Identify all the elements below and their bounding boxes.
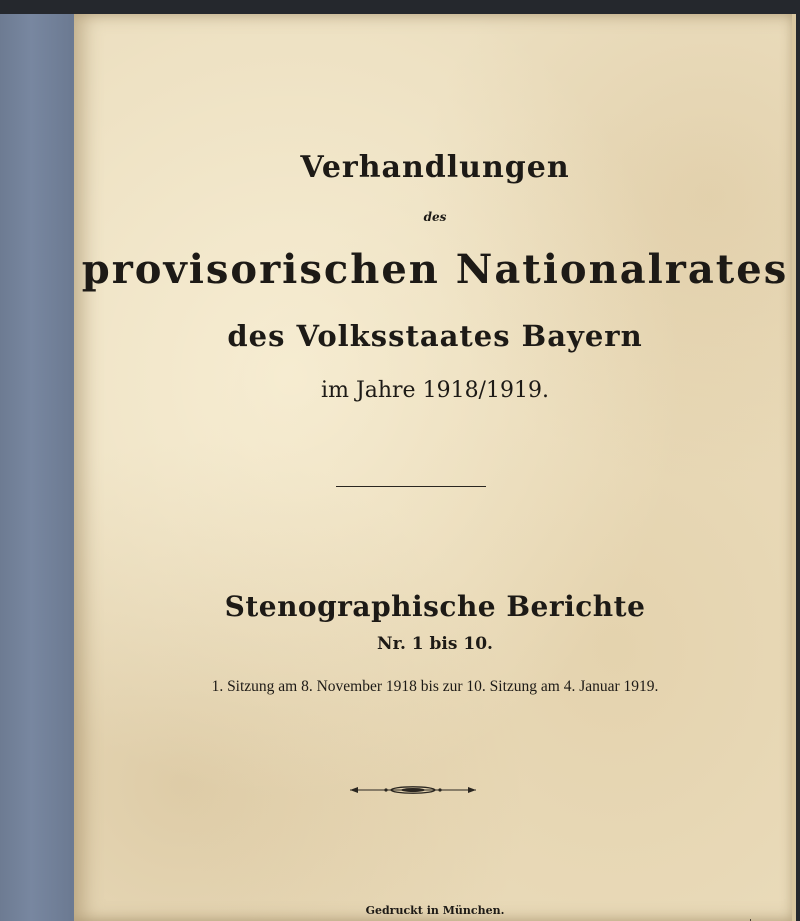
title-volksstaat: des Volksstaates Bayern <box>227 319 643 353</box>
report-numbers: Nr. 1 bis 10. <box>377 634 493 654</box>
title-verhandlungen: Verhandlungen <box>300 150 570 185</box>
title-year: im Jahre 1918/1919. <box>321 378 549 403</box>
report-sessions: 1. Sitzung am 8. November 1918 bis zur 10. Sitzung am 4. Januar 1919. <box>211 678 659 695</box>
title-nationalrat: provisorischen Nationalrates <box>81 246 789 293</box>
imprint: Gedruckt in München. <box>365 904 505 917</box>
title-des: des <box>423 210 447 224</box>
decorative-ornament-icon <box>348 784 478 796</box>
book-cover-edge <box>0 14 78 921</box>
report-heading: Stenographische Berichte <box>224 590 646 623</box>
title-page <box>74 14 796 921</box>
title-divider <box>336 486 486 487</box>
